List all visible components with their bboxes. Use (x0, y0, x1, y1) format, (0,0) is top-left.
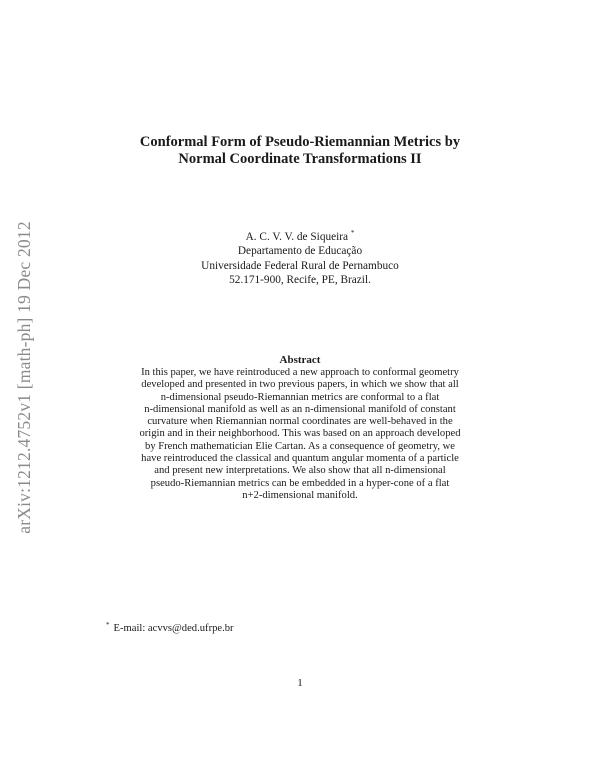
author-address: 52.171-900, Recife, PE, Brazil. (229, 274, 371, 287)
page-number: 1 (297, 677, 303, 689)
abstract-line: by French mathematician Elie Cartan. As a consequence of geometry, we (145, 440, 455, 452)
abstract-line: In this paper, we have reintroduced a new approach to conformal geometry (141, 367, 459, 378)
abstract-line: curvature when Riemannian normal coordinates are well-behaved in the (147, 416, 453, 428)
abstract-line: and present new interpretations. We also show that all n-dimensional (154, 465, 446, 477)
abstract-line: origin and in their neighborhood. This was based on an approach developed (139, 428, 461, 440)
abstract-heading: Abstract (279, 354, 321, 366)
footnote (106, 621, 234, 634)
title-line: Conformal Form of Pseudo-Riemannian Metrics by (139, 134, 461, 150)
author-name: A. C. V. V. de Siqueira (245, 230, 349, 243)
footnote-mark: * (106, 621, 110, 629)
arxiv-identifier-text: arXiv:1212.4752v1 [math-ph] 19 Dec 2012 (13, 221, 34, 534)
author-line (0, 226, 600, 244)
author-footnote-mark: * (350, 229, 355, 237)
abstract-body (100, 367, 500, 502)
abstract-line: pseudo-Riemannian metrics can be embedded in a hyper-cone of a flat (150, 477, 450, 489)
abstract-line: n-dimensional manifold as well as an n-dimensional manifold of constant (144, 403, 456, 415)
abstract-line: n-dimensional pseudo-Riemannian metrics are conformal to a flat (160, 391, 440, 403)
author-university: Universidade Federal Rural de Pernambuco (201, 259, 399, 272)
title-line: Normal Coordinate Transformations II (178, 151, 422, 167)
abstract-line: n+2-dimensional manifold. (242, 489, 358, 501)
abstract-line: developed and presented in two previous papers, in which we show that all (141, 379, 459, 391)
abstract-line: have reintroduced the classical and quantum angular momenta of a particle (141, 453, 459, 465)
footnote-email: E-mail: acvvs@ded.ufrpe.br (113, 623, 234, 634)
paper-title (0, 134, 600, 168)
author-block (0, 226, 600, 288)
author-department: Departamento de Educação (237, 245, 363, 258)
